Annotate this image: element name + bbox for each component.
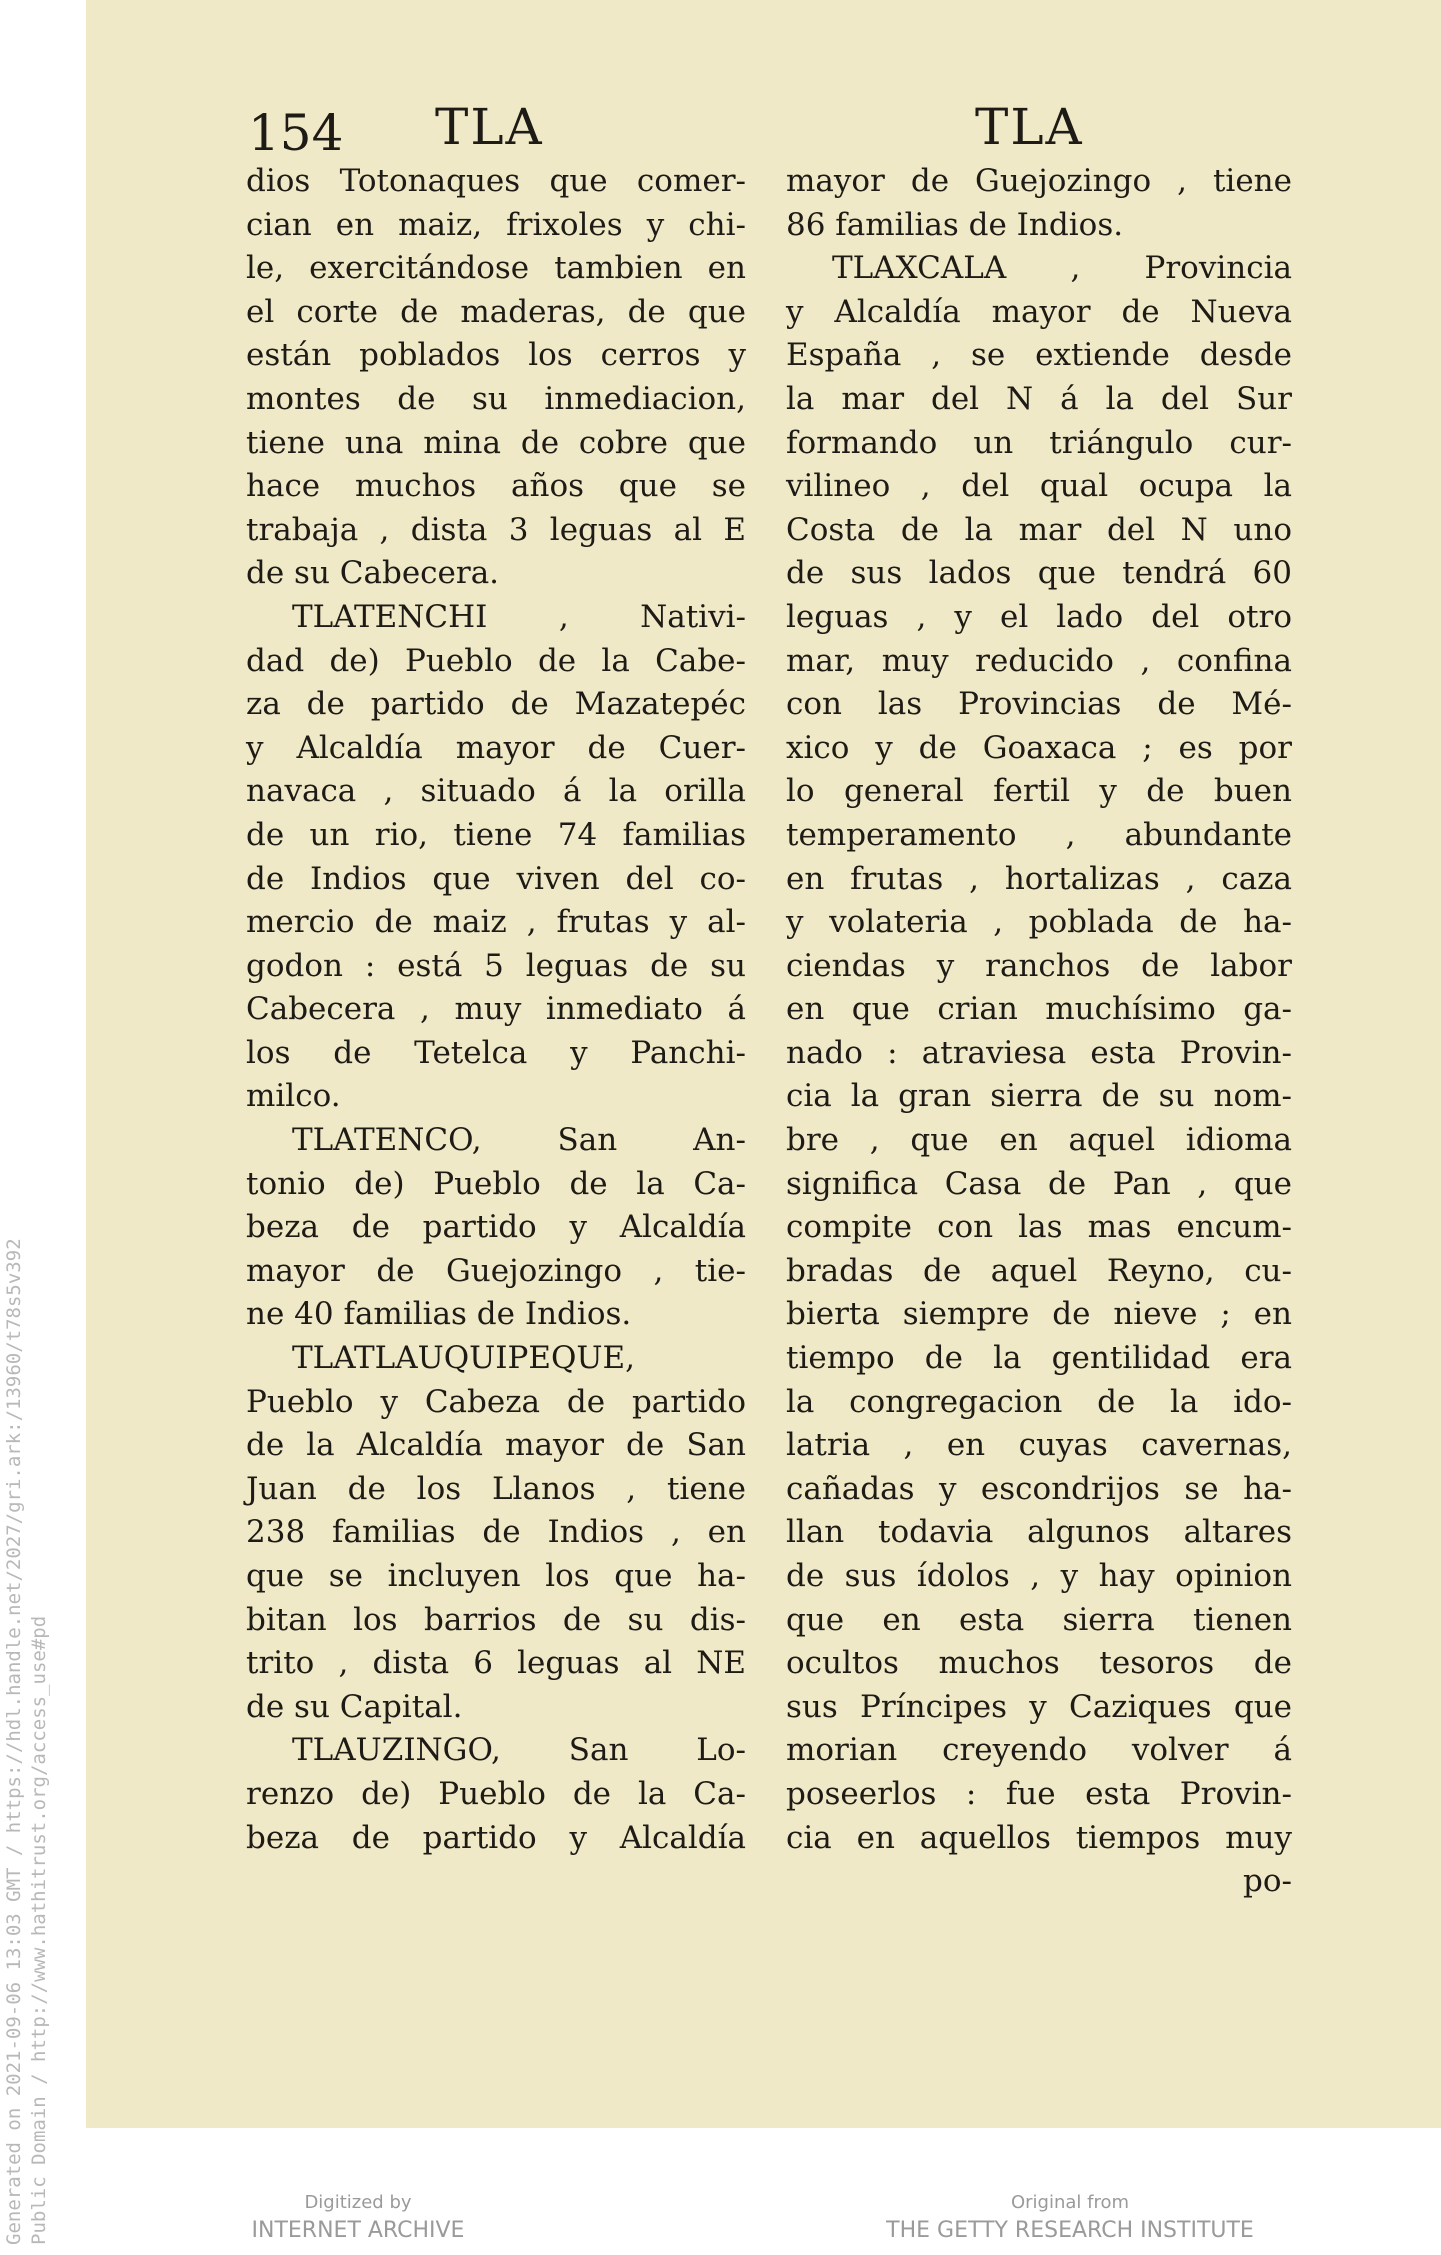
text-line: hace muchos años que se [246, 468, 746, 505]
text-line: Pueblo y Cabeza de partido [246, 1383, 746, 1420]
text-line: la congregacion de la ido- [786, 1383, 1292, 1420]
text-line: montes de su inmediacion, [246, 380, 746, 417]
text-line: cañadas y escondrijos se ha- [786, 1470, 1292, 1507]
text-line: mercio de maiz , frutas y al- [246, 904, 746, 941]
footer-original-from [860, 2190, 1280, 2246]
text-line: Juan de los Llanos , tiene [246, 1470, 746, 1507]
text-line: trabaja , dista 3 leguas al E [246, 511, 746, 548]
entry-heading-line: TLATLAUQUIPEQUE, [292, 1340, 636, 1377]
text-column-right [786, 160, 1292, 1904]
text-line: morian creyendo volver á [786, 1732, 1292, 1769]
text-line: de la Alcaldía mayor de San [246, 1427, 746, 1464]
text-line: mayor de Guejozingo , tiene [786, 163, 1292, 199]
text-line: beza de partido y Alcaldía [246, 1209, 746, 1246]
text-line: 238 familias de Indios , en [246, 1514, 746, 1551]
text-line: la mar del N á la del Sur [786, 380, 1292, 417]
text-line: mayor de Guejozingo , tie- [246, 1252, 746, 1289]
text-line: mar, muy reducido , confina [786, 642, 1292, 679]
text-column-left [246, 160, 746, 1860]
text-line: dios Totonaques que comer- [246, 163, 746, 199]
text-line: latria , en cuyas cavernas, [786, 1427, 1292, 1464]
text-line: le, exercitándose tambien en [246, 250, 746, 287]
text-line: en que crian muchísimo ga- [786, 991, 1292, 1028]
text-line: 86 familias de Indios. [786, 206, 1124, 243]
running-head-right: TLA [975, 98, 1084, 156]
text-line: lo general fertil y de buen [786, 773, 1292, 810]
hathitrust-watermark [2, 1095, 52, 2245]
text-line: xico y de Goaxaca ; es por [786, 729, 1292, 766]
text-line: renzo de) Pueblo de la Ca- [246, 1775, 746, 1812]
text-line: bitan los barrios de su dis- [246, 1601, 746, 1638]
text-line: ciendas y ranchos de labor [786, 947, 1292, 984]
text-line: España , se extiende desde [786, 337, 1292, 374]
digitization-footer [0, 2190, 1441, 2255]
text-line: ne 40 familias de Indios. [246, 1296, 632, 1333]
text-line: de Indios que viven del co- [246, 860, 746, 897]
text-line: de sus lados que tendrá 60 [786, 555, 1292, 592]
text-line: cia en aquellos tiempos muy [786, 1819, 1292, 1856]
entry-heading-line: TLAUZINGO, San Lo- [292, 1732, 746, 1769]
text-line: sus Príncipes y Caziques que [786, 1688, 1292, 1725]
text-line: tonio de) Pueblo de la Ca- [246, 1165, 746, 1202]
text-line: los de Tetelca y Panchi- [246, 1034, 746, 1071]
footer-digitized-by [228, 2190, 488, 2246]
text-line: de su Cabecera. [246, 555, 500, 592]
entry-heading-line: TLATENCO, San An- [292, 1122, 746, 1159]
footer-digitizer-name: INTERNET ARCHIVE [251, 2218, 465, 2243]
text-line: y Alcaldía mayor de Cuer- [246, 729, 746, 766]
text-line: vilineo , del qual ocupa la [786, 468, 1292, 505]
text-line: poseerlos : fue esta Provin- [786, 1775, 1292, 1812]
footer-institution-name: THE GETTY RESEARCH INSTITUTE [886, 2218, 1254, 2243]
text-line: Cabecera , muy inmediato á [246, 991, 746, 1028]
text-line: za de partido de Mazatepéc [246, 686, 746, 723]
text-line: bre , que en aquel idioma [786, 1122, 1292, 1159]
text-line: navaca , situado á la orilla [246, 773, 746, 810]
text-line: el corte de maderas, de que [246, 293, 746, 330]
text-line: cia la gran sierra de su nom- [786, 1078, 1292, 1115]
text-line: bradas de aquel Reyno, cu- [786, 1252, 1292, 1289]
text-line: trito , dista 6 leguas al NE [246, 1645, 746, 1682]
text-line: milco. [246, 1078, 341, 1115]
text-line: y Alcaldía mayor de Nueva [786, 293, 1292, 330]
text-line: en frutas , hortalizas , caza [786, 860, 1292, 897]
text-line: que en esta sierra tienen [786, 1601, 1292, 1638]
text-line: formando un triángulo cur- [786, 424, 1292, 461]
text-line: temperamento , abundante [786, 816, 1292, 853]
watermark-line-generated: Generated on 2021-09-06 13:03 GMT / https://hdl.handle.net/2027/gri.ark:/13960/t78s5v392 [3, 1238, 25, 2245]
text-line: compite con las mas encum- [786, 1209, 1292, 1246]
text-line: leguas , y el lado del otro [786, 598, 1292, 635]
text-line: nado : atraviesa esta Provin- [786, 1034, 1292, 1071]
catchword: po- [1243, 1863, 1292, 1900]
text-line: tiene una mina de cobre que [246, 424, 746, 461]
text-line: cian en maiz, frixoles y chi- [246, 206, 746, 243]
entry-heading-line: TLATENCHI , Nativi- [292, 598, 746, 635]
text-line: godon : está 5 leguas de su [246, 947, 746, 984]
text-line: de un rio, tiene 74 familias [246, 816, 746, 853]
text-line: bierta siempre de nieve ; en [786, 1296, 1292, 1333]
text-line: tiempo de la gentilidad era [786, 1340, 1292, 1377]
text-line: dad de) Pueblo de la Cabe- [246, 642, 746, 679]
text-line: y volateria , poblada de ha- [786, 904, 1292, 941]
text-line: beza de partido y Alcaldía [246, 1819, 746, 1856]
text-line: de sus ídolos , y hay opinion [786, 1558, 1292, 1594]
footer-original-label: Original from [1010, 2192, 1130, 2213]
footer-digitized-label: Digitized by [304, 2192, 412, 2213]
text-line: llan todavia algunos altares [786, 1514, 1292, 1551]
text-line: que se incluyen los que ha- [246, 1558, 746, 1594]
text-line: significa Casa de Pan , que [786, 1165, 1292, 1202]
text-line: Costa de la mar del N uno [786, 511, 1292, 548]
text-line: de su Capital. [246, 1688, 463, 1725]
watermark-line-rights: Public Domain / http://www.hathitrust.org/access_use#pd [28, 1615, 50, 2245]
entry-heading-line: TLAXCALA , Provincia [832, 250, 1292, 287]
text-line: ocultos muchos tesoros de [786, 1645, 1292, 1682]
page-number: 154 [248, 104, 344, 162]
text-line: están poblados los cerros y [246, 337, 746, 374]
text-line: con las Provincias de Mé- [786, 686, 1292, 723]
running-head-left: TLA [435, 98, 544, 156]
